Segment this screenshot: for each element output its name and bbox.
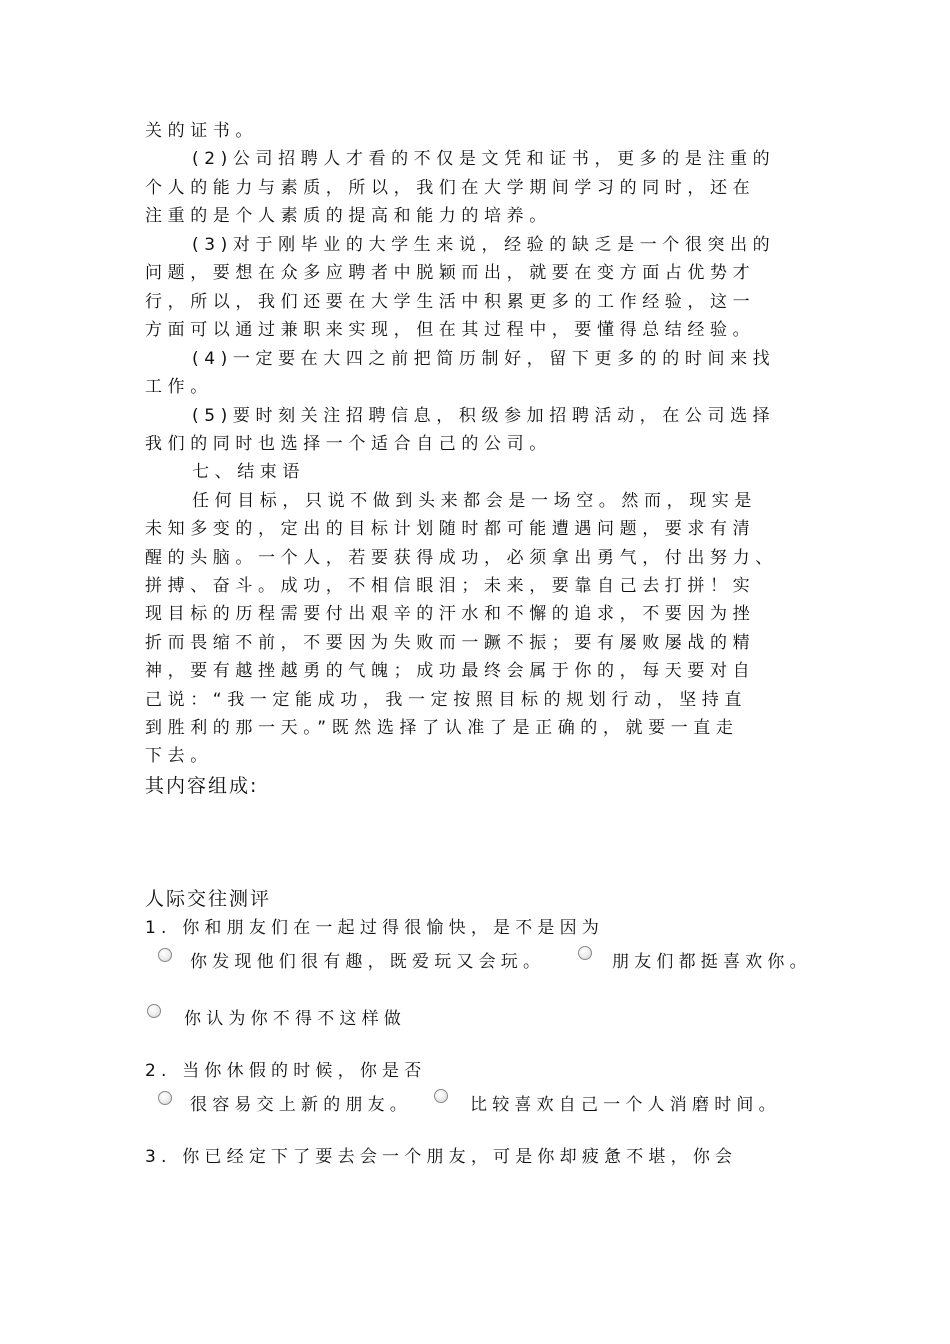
paragraph-line: (4)一定要在大四之前把简历制好，留下更多的的时间来找 bbox=[192, 349, 776, 369]
paragraph-line: 方面可以通过兼职来实现，但在其过程中，要懂得总结经验。 bbox=[145, 320, 756, 340]
paragraph-line: 己说：“我一定能成功，我一定按照目标的规划行动，坚持直 bbox=[145, 690, 748, 710]
paragraph-line: 工作。 bbox=[145, 377, 213, 397]
paragraph-line: (3)对于刚毕业的大学生来说，经验的缺乏是一个很突出的 bbox=[192, 235, 776, 255]
paragraph-line: 下去。 bbox=[145, 746, 213, 766]
paragraph-line: 个人的能力与素质，所以，我们在大学期间学习的同时，还在 bbox=[145, 178, 756, 198]
radio-q2-option-1[interactable] bbox=[158, 1091, 172, 1105]
paragraph-line: 注重的是个人素质的提高和能力的培养。 bbox=[145, 206, 552, 226]
section-heading-conclusion: 七、结束语 bbox=[192, 462, 305, 482]
paragraph-line: 关的证书。 bbox=[145, 121, 258, 141]
radio-q1-option-1[interactable] bbox=[158, 948, 172, 962]
radio-label-q1-option-2: 朋友们都挺喜欢你。 bbox=[612, 952, 812, 972]
radio-label-q1-option-3: 你认为你不得不这样做 bbox=[184, 1009, 406, 1029]
question-3: 3. 你已经定下了要去会一个朋友，可是你却疲惫不堪，你会 bbox=[145, 1147, 738, 1167]
radio-q1-option-2[interactable] bbox=[578, 946, 592, 960]
quiz-title: 人际交往测评 bbox=[145, 888, 272, 910]
paragraph-line: 到胜利的那一天。”既然选择了认准了是正确的，就要一直走 bbox=[145, 718, 739, 738]
paragraph-line: 神，要有越挫越勇的气魄；成功最终会属于你的，每天要对自 bbox=[145, 661, 756, 681]
paragraph-line: 现目标的历程需要付出艰辛的汗水和不懈的追求，不要因为挫 bbox=[145, 604, 756, 624]
paragraph-line: 问题，要想在众多应聘者中脱颖而出，就要在变方面占优势才 bbox=[145, 263, 756, 283]
paragraph-line: 折而畏缩不前，不要因为失败而一蹶不振；要有屡败屡战的精 bbox=[145, 633, 756, 653]
radio-label-q2-option-2: 比较喜欢自己一个人消磨时间。 bbox=[470, 1095, 781, 1115]
paragraph-line: (2)公司招聘人才看的不仅是文凭和证书，更多的是注重的 bbox=[192, 149, 776, 169]
radio-q2-option-2[interactable] bbox=[434, 1089, 448, 1103]
radio-q1-option-3[interactable] bbox=[147, 1004, 161, 1018]
paragraph-line: 任何目标，只说不做到头来都会是一场空。然而，现实是 bbox=[192, 491, 757, 511]
paragraph-line: 我们的同时也选择一个适合自己的公司。 bbox=[145, 434, 552, 454]
paragraph-line: (5)要时刻关注招聘信息，积级参加招聘活动，在公司选择 bbox=[192, 406, 776, 426]
content-heading: 其内容组成: bbox=[145, 775, 259, 797]
paragraph-line: 醒的头脑。一个人，若要获得成功，必须拿出勇气，付出努力、 bbox=[145, 548, 778, 568]
paragraph-line: 未知多变的，定出的目标计划随时都可能遭遇问题，要求有清 bbox=[145, 519, 756, 539]
radio-label-q2-option-1: 很容易交上新的朋友。 bbox=[190, 1095, 412, 1115]
paragraph-line: 拼搏、奋斗。成功，不相信眼泪；未来，要靠自己去打拼！实 bbox=[145, 576, 756, 596]
question-2: 2. 当你休假的时候，你是否 bbox=[145, 1061, 427, 1081]
radio-label-q1-option-1: 你发现他们很有趣，既爱玩又会玩。 bbox=[190, 952, 546, 972]
question-1: 1. 你和朋友们在一起过得很愉快，是不是因为 bbox=[145, 918, 605, 938]
paragraph-line: 行，所以，我们还要在大学生活中积累更多的工作经验，这一 bbox=[145, 292, 756, 312]
